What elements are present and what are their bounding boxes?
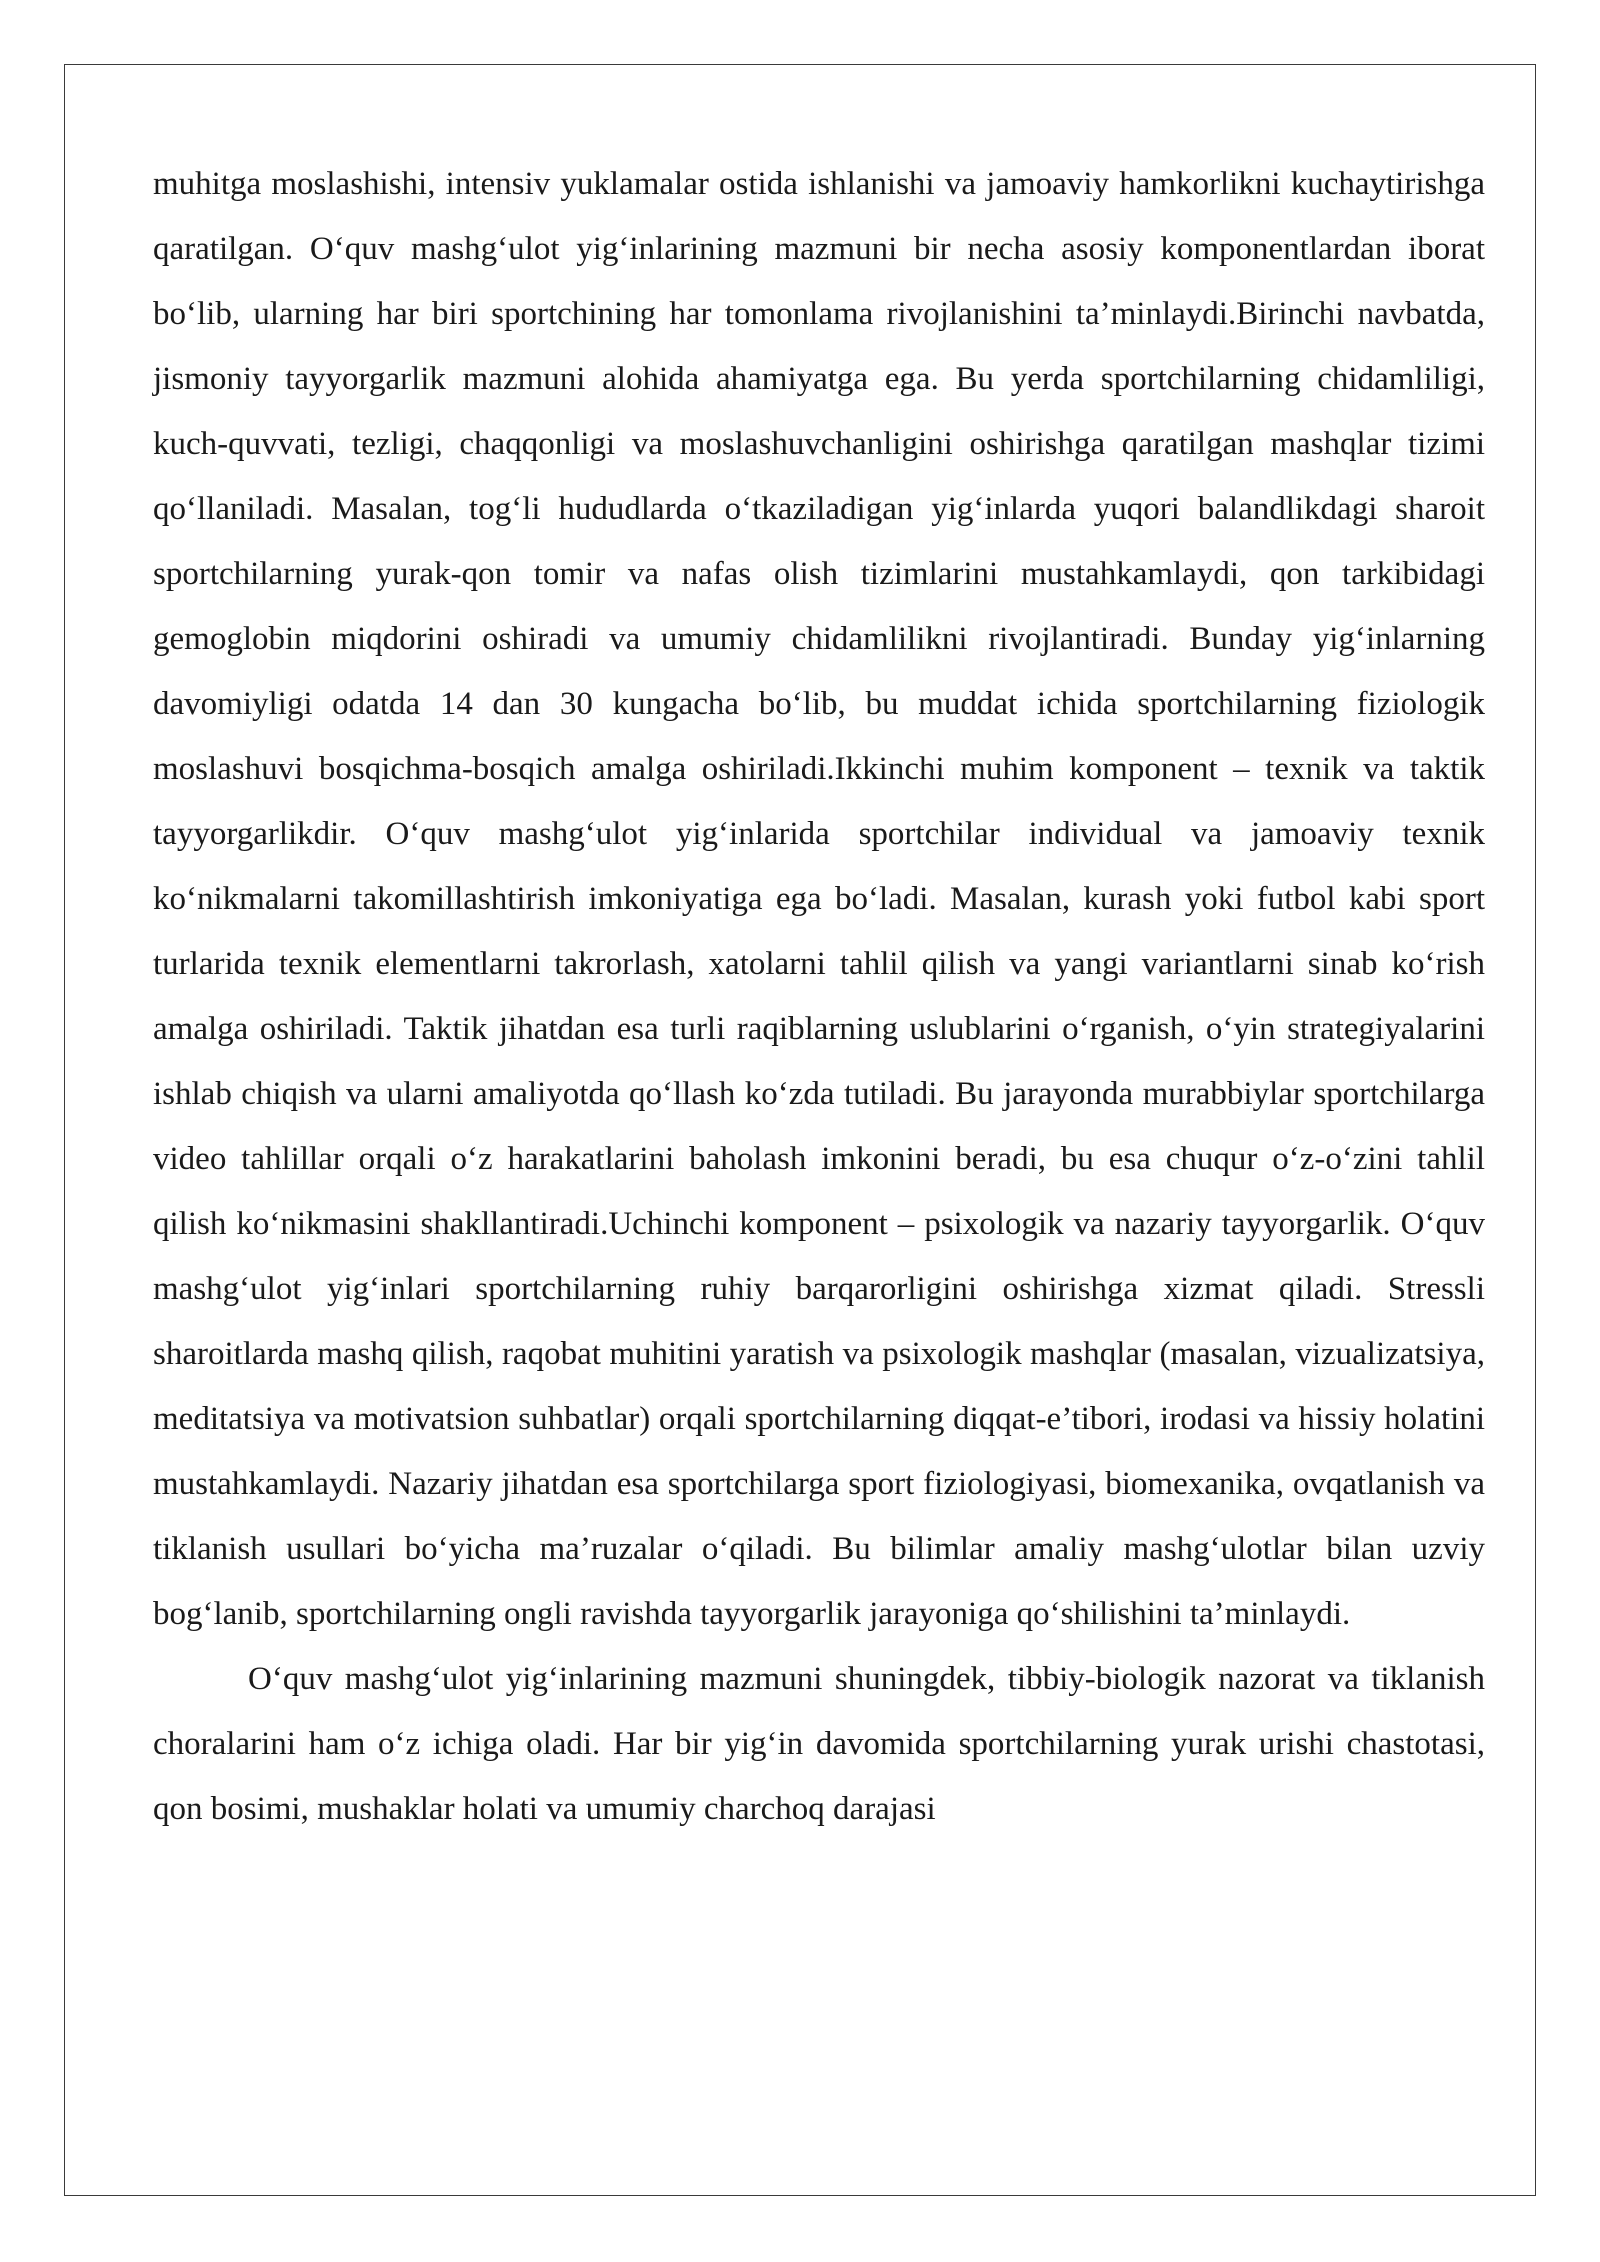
- paragraph-medical-control: O‘quv mashg‘ulot yig‘inlarining mazmuni shuningdek, tibbiy-biologik nazorat va tiklanish choralarini ham o‘z ichiga oladi. Har bir yig‘in davomida sportchilarning yurak urishi chastotasi, qon bosimi, mushaklar holati va umumiy charchoq darajasi: [153, 1661, 1485, 1827]
- paragraph-continuation: muhitga moslashishi, intensiv yuklamalar ostida ishlanishi va jamoaviy hamkorlikni kuchaytirishga qaratilgan. O‘quv mashg‘ulot yig‘inlarining mazmuni bir necha asosiy komponentlardan iborat bo‘lib, ularning har biri sportchining har tomonlama rivojlanishini ta’minlaydi.Birinchi navbatda, jismoniy tayyorgarlik mazmuni alohida ahamiyatga ega. Bu yerda sportchilarning chidamliligi, kuch-quvvati, tezligi, chaqqonligi va moslashuvchanligini oshirishga qaratilgan mashqlar tizimi qo‘llaniladi. Masalan, tog‘li hududlarda o‘tkaziladigan yig‘inlarda yuqori balandlikdagi sharoit sportchilarning yurak-qon tomir va nafas olish tizimlarini mustahkamlaydi, qon tarkibidagi gemoglobin miqdorini oshiradi va umumiy chidamlilikni rivojlantiradi. Bunday yig‘inlarning davomiyligi odatda 14 dan 30 kungacha bo‘lib, bu muddat ichida sportchilarning fiziologik moslashuvi bosqichma-bosqich amalga oshiriladi.Ikkinchi muhim komponent – texnik va taktik tayyorgarlikdir. O‘quv mashg‘ulot yig‘inlarida sportchilar individual va jamoaviy texnik ko‘nikmalarni takomillashtirish imkoniyatiga ega bo‘ladi. Masalan, kurash yoki futbol kabi sport turlarida texnik elementlarni takrorlash, xatolarni tahlil qilish va yangi variantlarni sinab ko‘rish amalga oshiriladi. Taktik jihatdan esa turli raqiblarning uslublarini o‘rganish, o‘yin strategiyalarini ishlab chiqish va ularni amaliyotda qo‘llash ko‘zda tutiladi. Bu jarayonda murabbiylar sportchilarga video tahlillar orqali o‘z harakatlarini baholash imkonini beradi, bu esa chuqur o‘z-o‘zini tahlil qilish ko‘nikmasini shakllantiradi.Uchinchi komponent – psixologik va nazariy tayyorgarlik. O‘quv mashg‘ulot yig‘inlari sportchilarning ruhiy barqarorligini oshirishga xizmat qiladi. Stressli sharoitlarda mashq qilish, raqobat muhitini yaratish va psixologik mashqlar (masalan, vizualizatsiya, meditatsiya va motivatsion suhbatlar) orqali sportchilarning diqqat-e’tibori, irodasi va hissiy holatini mustahkamlaydi. Nazariy jihatdan esa sportchilarga sport fiziologiyasi, biomexanika, ovqatlanish va tiklanish usullari bo‘yicha ma’ruzalar o‘qiladi. Bu bilimlar amaliy mashg‘ulotlar bilan uzviy bog‘lanib, sportchilarning ongli ravishda tayyorgarlik jarayoniga qo‘shilishini ta’minlaydi.: [153, 166, 1485, 1632]
- document-body: [153, 152, 1485, 1842]
